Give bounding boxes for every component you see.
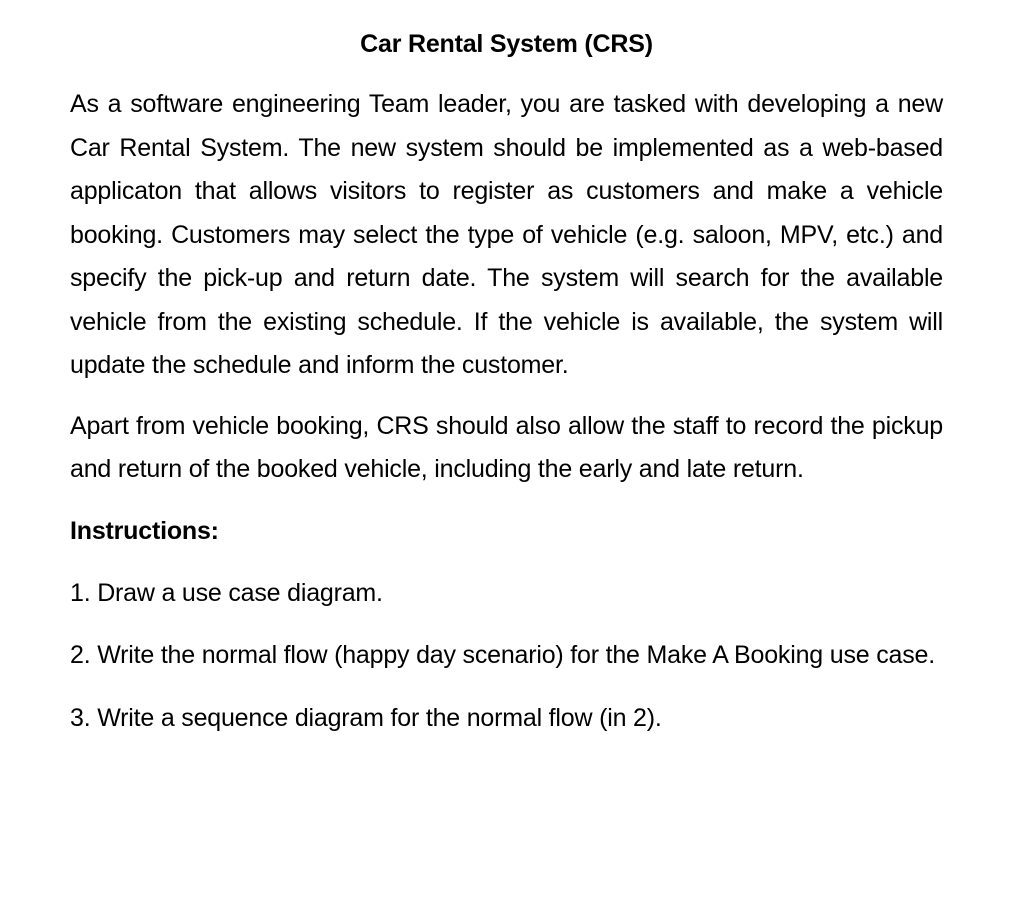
instruction-item: 2. Write the normal flow (happy day scenario) for the Make A Booking use case. <box>70 641 935 669</box>
instruction-item: 1. Draw a use case diagram. <box>70 578 383 607</box>
document-title: Car Rental System (CRS) <box>360 30 653 58</box>
instructions-heading: Instructions: <box>70 516 219 545</box>
body-paragraph: As a software engineering Team leader, you are tasked with developing a new Car Rental System. The new system should be implemented as a web-based applicaton that allows visitors to register as customers and make a vehicle booking. Customers may select the type of vehicle (e.g. saloon, MPV, etc.) and specify the pick-up and return date. The system will search for the available vehicle from the existing schedule. If the vehicle is available, the system will update the schedule and inform the customer. <box>70 90 943 379</box>
document-page <box>70 24 943 740</box>
instruction-item: 3. Write a sequence diagram for the normal flow (in 2). <box>70 703 662 732</box>
body-paragraph: Apart from vehicle booking, CRS should also allow the staff to record the pickup and return of the booked vehicle, including the early and late return. <box>70 411 943 483</box>
